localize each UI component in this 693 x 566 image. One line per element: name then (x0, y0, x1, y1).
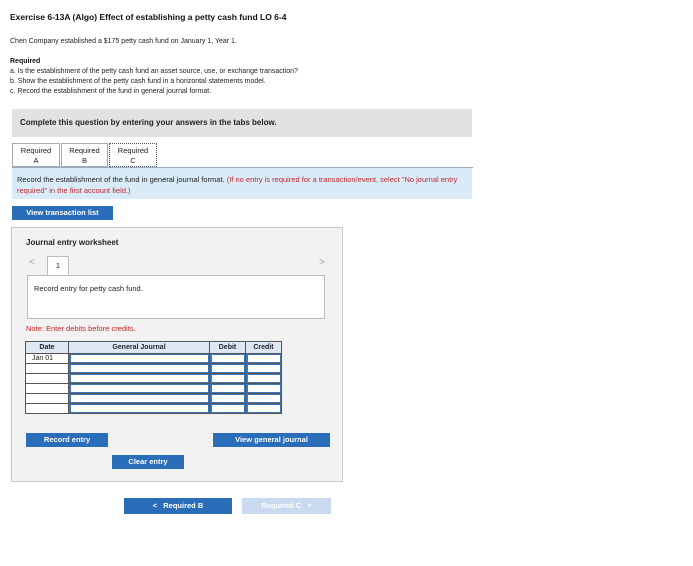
tab-instruction-box (12, 168, 472, 199)
debit-cell[interactable] (210, 384, 246, 394)
date-cell[interactable] (26, 364, 69, 374)
journal-table (25, 341, 282, 414)
instruction-bar (12, 109, 472, 137)
required-b-text: b. Show the establishment of the petty cash fund in a horizontal statements model. (10, 78, 266, 85)
view-transaction-list-button[interactable]: View transaction list (12, 206, 113, 220)
col-date: Date (26, 342, 69, 354)
intro-text: Chen Company established a $175 petty cash fund on January 1, Year 1. (10, 38, 237, 45)
next-button-label: Required C (261, 501, 302, 510)
credit-cell[interactable] (246, 354, 282, 364)
view-general-journal-button[interactable]: View general journal (213, 433, 330, 447)
tab-c-line1: Required (117, 146, 149, 155)
credit-cell[interactable] (246, 394, 282, 404)
col-credit: Credit (246, 342, 282, 354)
tab-instruction-red-text: (If no entry is required for a transaction/event, select "No journal entry required" in the first account field.) (17, 175, 458, 195)
debit-cell[interactable] (210, 394, 246, 404)
date-cell[interactable] (26, 384, 69, 394)
tab-required-c[interactable] (109, 143, 157, 167)
exercise-title: Exercise 6-13A (Algo) Effect of establishing a petty cash fund LO 6-4 (10, 12, 287, 22)
chevron-left-icon: < (152, 501, 158, 510)
date-cell[interactable]: Jan 01 (26, 354, 69, 364)
account-cell[interactable] (69, 404, 210, 414)
credit-cell[interactable] (246, 364, 282, 374)
table-row (26, 404, 282, 414)
account-cell[interactable] (69, 354, 210, 364)
entry-description-box (27, 275, 325, 319)
prev-required-b-button[interactable] (124, 498, 232, 514)
tab-required-b[interactable] (61, 143, 108, 167)
tab-required-a[interactable] (12, 143, 60, 167)
journal-header-row (26, 342, 282, 354)
table-row (26, 364, 282, 374)
chevron-right-icon: > (307, 501, 312, 510)
table-row (26, 394, 282, 404)
entry-description: Record entry for petty cash fund. (34, 284, 143, 293)
tab-b-line1: Required (69, 146, 100, 155)
date-cell[interactable] (26, 404, 69, 414)
tab-a-line1: Required (20, 146, 52, 155)
tab-c-line2: C (130, 156, 136, 165)
table-row (26, 354, 282, 364)
table-row (26, 384, 282, 394)
required-heading: Required (10, 58, 41, 65)
credit-cell[interactable] (246, 384, 282, 394)
tab-b-line2: B (81, 156, 87, 165)
debit-cell[interactable] (210, 404, 246, 414)
col-debit: Debit (210, 342, 246, 354)
required-c-text: c. Record the establishment of the fund in general journal format. (10, 88, 212, 95)
debit-cell[interactable] (210, 364, 246, 374)
debits-before-credits-note: Note: Enter debits before credits. (26, 324, 136, 333)
table-row (26, 374, 282, 384)
next-required-c-button (242, 498, 331, 514)
clear-entry-button[interactable]: Clear entry (112, 455, 184, 469)
account-cell[interactable] (69, 374, 210, 384)
date-cell[interactable] (26, 394, 69, 404)
instruction-text: Complete this question by entering your answers in the tabs below. (20, 118, 277, 127)
worksheet-title: Journal entry worksheet (26, 238, 119, 247)
account-cell[interactable] (69, 384, 210, 394)
credit-cell[interactable] (246, 404, 282, 414)
prev-button-label: Required B (163, 501, 204, 510)
account-cell[interactable] (69, 364, 210, 374)
prev-entry-arrow-icon[interactable]: < (29, 257, 35, 268)
tab-instruction-text: Record the establishment of the fund in general journal format. (17, 175, 225, 184)
entry-number-tab[interactable]: 1 (47, 256, 69, 276)
account-cell[interactable] (69, 394, 210, 404)
credit-cell[interactable] (246, 374, 282, 384)
tab-a-line2: A (33, 156, 39, 165)
debit-cell[interactable] (210, 354, 246, 364)
record-entry-button[interactable]: Record entry (26, 433, 108, 447)
debit-cell[interactable] (210, 374, 246, 384)
required-a-text: a. Is the establishment of the petty cash fund an asset source, use, or exchange transaction? (10, 68, 298, 75)
date-cell[interactable] (26, 374, 69, 384)
col-general-journal: General Journal (69, 342, 210, 354)
next-entry-arrow-icon[interactable]: > (319, 257, 325, 268)
